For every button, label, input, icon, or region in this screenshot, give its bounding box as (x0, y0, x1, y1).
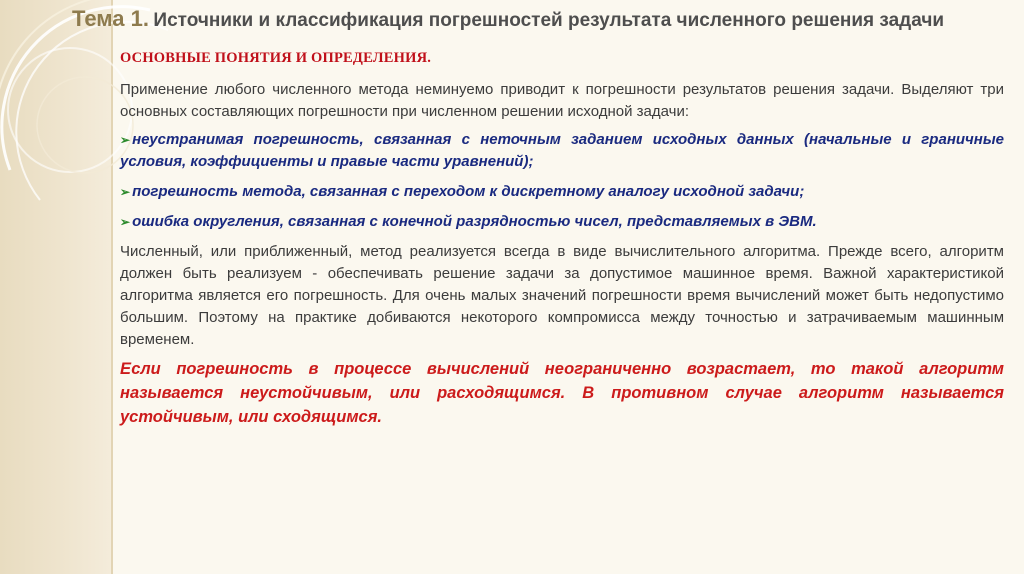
bullet-text: ошибка округления, связанная с конечной разрядностью чисел, представляемых в ЭВМ. (132, 213, 817, 230)
title-prefix: Тема 1. (72, 6, 149, 31)
list-item (120, 181, 1004, 203)
intro-paragraph: Применение любого численного метода неминуемо приводит к погрешности результатов решения задачи. Выделяют три основных составляющих погрешности при численном решении исходной задачи: (120, 81, 1004, 120)
title-text: Источники и классификация погрешностей результата численного решения задачи (153, 10, 945, 31)
conclusion-paragraph: Если погрешность в процессе вычислений неограниченно возрастает, то такой алгоритм называется неустойчивым, или расходящимся. В противном случае алгоритм называется устойчивым, или сходящимся. (120, 360, 1004, 426)
slide-content (120, 50, 1004, 429)
list-item (120, 211, 1004, 233)
arrow-bullet-icon: ➢ (120, 215, 131, 229)
section-subtitle: ОСНОВНЫЕ ПОНЯТИЯ И ОПРЕДЕЛЕНИЯ. (120, 50, 432, 66)
bullet-text: погрешность метода, связанная с переходом к дискретному аналогу исходной задачи; (132, 183, 805, 200)
page-title (72, 6, 1012, 32)
arrow-bullet-icon: ➢ (120, 185, 131, 199)
bullet-text: неустранимая погрешность, связанная с неточным заданием исходных данных (начальные и граничные условия, коэффициенты и правые части уравнений); (120, 131, 1004, 170)
arrow-bullet-icon: ➢ (120, 133, 131, 147)
description-paragraph: Численный, или приближенный, метод реализуется всегда в виде вычислительного алгоритма. Прежде всего, алгоритм должен быть реализуем - обеспечивать решение задачи за допустимое машинное время. Важной характеристикой алгоритма является его погрешность. Для очень малых значений погрешности время вычислений может быть недопустимо большим. Поэтому на практике добиваются некоторого компромисса между точностью и затрачиваемым машинным временем. (120, 243, 1004, 348)
list-item (120, 129, 1004, 173)
